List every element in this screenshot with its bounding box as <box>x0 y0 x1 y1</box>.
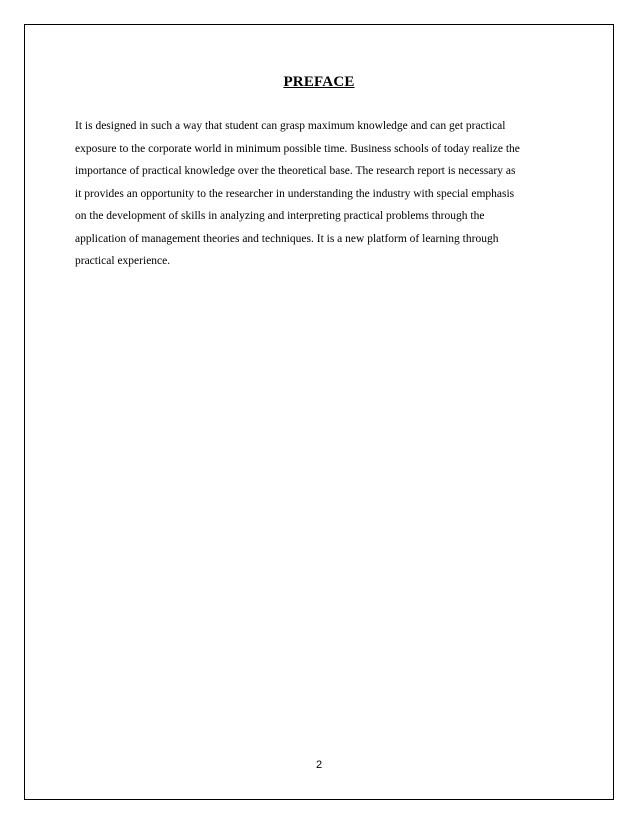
preface-body <box>75 115 555 273</box>
body-line: on the development of skills in analyzing and interpreting practical problems through the <box>75 210 485 222</box>
body-line: it provides an opportunity to the researcher in understanding the industry with special emphasis <box>75 187 515 200</box>
page-title: PREFACE <box>283 74 355 90</box>
page-number: 2 <box>315 759 323 771</box>
body-line: exposure to the corporate world in minimum possible time. Business schools of today realize the <box>75 142 520 155</box>
body-line: It is designed in such a way that student can grasp maximum knowledge and can get practical <box>75 120 506 132</box>
body-line: practical experience. <box>75 255 171 267</box>
body-line: importance of practical knowledge over the theoretical base. The research report is necessary as <box>75 165 516 177</box>
body-line: application of management theories and techniques. It is a new platform of learning through <box>75 232 499 245</box>
